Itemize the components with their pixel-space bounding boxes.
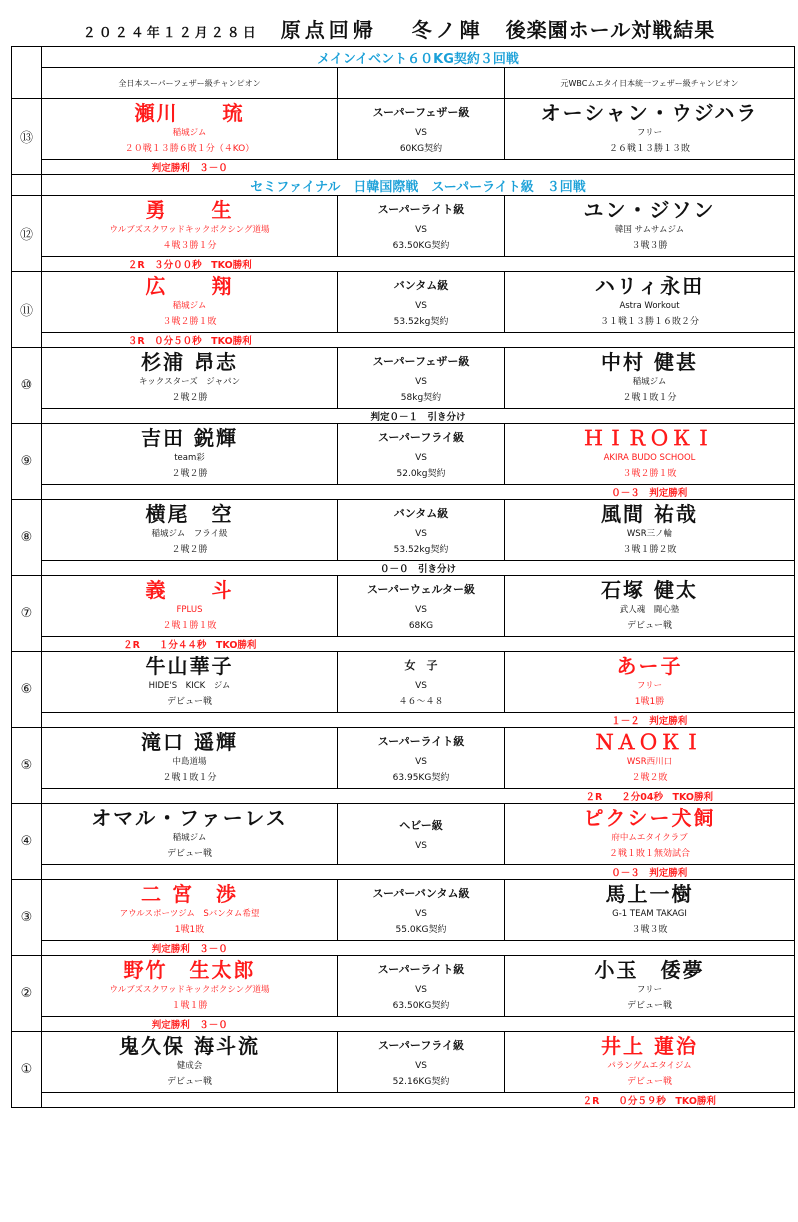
bout-result: １－２ 判定勝利 [611, 716, 688, 727]
fighter-record: ３１戦１３勝１６敗２分 [600, 317, 700, 327]
vs-label: VS [415, 529, 427, 539]
fighter-gym: Astra Workout [619, 301, 680, 311]
fighter-gym: 稲城ジム [172, 301, 207, 311]
weight-class-cell [338, 424, 505, 485]
bout-row [12, 880, 795, 941]
result-row [12, 160, 795, 175]
result-row [12, 1093, 795, 1108]
bout-result: ２R ２分04秒 TKO勝利 [585, 792, 714, 803]
weight-class: 女 子 [404, 659, 438, 672]
weight-class-cell [338, 804, 505, 865]
fighter-record: デビュー戦 [166, 697, 212, 707]
contract-weight: 53.52kg契約 [393, 317, 449, 327]
vs-label: VS [415, 681, 427, 691]
result-row [12, 941, 795, 956]
blue-result-cell [505, 713, 795, 728]
blue-result-cell [505, 789, 795, 804]
fighter-gym: アウルスポーツジム Sバンタム希望 [119, 909, 260, 919]
contract-weight: 52.0kg契約 [396, 469, 446, 479]
weight-class: スーパーバンタム級 [372, 887, 470, 900]
blue-result-cell [505, 865, 795, 880]
bout-number: ⑧ [12, 500, 42, 576]
bout-row [12, 956, 795, 1017]
red-corner-fighter [42, 652, 338, 713]
fighter-gym: WSR西川口 [626, 757, 673, 767]
red-result-cell [42, 1093, 338, 1108]
bout-row [12, 348, 795, 409]
vs-label: VS [415, 757, 427, 767]
blue-corner-fighter [505, 652, 795, 713]
red-corner-fighter [42, 576, 338, 637]
blue-corner-fighter [505, 348, 795, 409]
vs-label: VS [415, 128, 427, 138]
fighter-record: ４戦３勝１分 [162, 241, 217, 251]
blue-result-cell [505, 941, 795, 956]
fighter-name: 横尾 空 [145, 502, 234, 526]
fighter-gym: team彩 [174, 453, 205, 463]
fighter-name: 石塚 健太 [601, 578, 698, 602]
fighter-name: ＮＡＯＫＩ [594, 730, 705, 754]
weight-class: スーパーウェルター級 [366, 583, 476, 596]
bout-result: ０－０ 引き分け [380, 564, 457, 575]
fighter-record: ２戦２勝 [171, 545, 208, 555]
bout-result: 判定勝利 ３－０ [151, 944, 228, 955]
title-spacer [12, 68, 42, 99]
bout-row [12, 728, 795, 789]
fighter-name: 中村 健甚 [601, 350, 698, 374]
weight-class-cell [338, 272, 505, 333]
fighter-record: デビュー戦 [166, 849, 212, 859]
result-cell [42, 409, 795, 424]
weight-class-cell [338, 196, 505, 257]
weight-class: スーパーフェザー級 [372, 355, 470, 368]
bout-number: ⑨ [12, 424, 42, 500]
fighter-record: ２戦２勝 [171, 393, 208, 403]
weight-class-cell [338, 348, 505, 409]
result-row [12, 409, 795, 424]
bout-result: 判定勝利 ３－０ [151, 163, 228, 174]
fighter-name: 小玉 倭夢 [594, 958, 705, 982]
blue-corner-fighter [505, 99, 795, 160]
mid-result-cell [338, 257, 505, 272]
weight-class: スーパーライト級 [377, 963, 465, 976]
fighter-gym: FPLUS [176, 605, 203, 615]
weight-class-cell [338, 728, 505, 789]
blue-corner-fighter [505, 272, 795, 333]
bout-number: ② [12, 956, 42, 1032]
weight-class: スーパーフライ級 [377, 1039, 465, 1052]
result-row [12, 713, 795, 728]
fighter-name: オーシャン・ウジハラ [540, 101, 759, 125]
red-corner-fighter [42, 99, 338, 160]
fighter-record: 1戦1勝 [634, 697, 665, 707]
fighter-name: ハリィ永田 [594, 274, 705, 298]
fighter-gym: G-1 TEAM TAKAGI [612, 909, 687, 919]
result-row [12, 257, 795, 272]
fighter-record: ２０戦１３勝６敗１分（４KO） [124, 144, 255, 154]
mid-result-cell [338, 160, 505, 175]
result-cell [42, 561, 795, 576]
result-row [12, 485, 795, 500]
bout-row [12, 272, 795, 333]
bout-row [12, 99, 795, 160]
blue-result-cell [505, 1017, 795, 1032]
bout-row [12, 652, 795, 713]
fighter-gym: 稲城ジム [632, 377, 667, 387]
blue-result-cell [505, 1093, 795, 1108]
fighter-gym: 中島道場 [172, 757, 207, 767]
bout-number: ① [12, 1032, 42, 1108]
vs-label: VS [415, 909, 427, 919]
fighter-name: 義 斗 [145, 578, 234, 602]
fighter-record: デビュー戦 [627, 621, 673, 631]
fighter-name: 鬼久保 海斗流 [119, 1034, 260, 1058]
mid-result-cell [338, 1093, 505, 1108]
contract-weight: 60KG契約 [399, 144, 443, 154]
fighter-gym: パラングムエタイジム [607, 1061, 692, 1071]
result-row [12, 1017, 795, 1032]
weight-class: ヘビー級 [399, 818, 443, 832]
bout-row [12, 804, 795, 865]
fighter-name: ＨＩＲＯＫＩ [583, 426, 716, 450]
red-corner-fighter [42, 880, 338, 941]
bout-number: ⑩ [12, 348, 42, 424]
bout-number: ⑫ [12, 196, 42, 272]
result-row [12, 865, 795, 880]
banner-spacer [12, 175, 42, 196]
weight-class-cell [338, 576, 505, 637]
fighter-gym: キックスターズ ジャパン [138, 377, 241, 387]
banner-spacer [12, 47, 42, 68]
contract-weight: 52.16KG契約 [392, 1077, 450, 1087]
red-corner-fighter [42, 272, 338, 333]
contract-weight: 63.95KG契約 [392, 773, 450, 783]
bout-number: ⑬ [12, 99, 42, 175]
bout-result: ３R ０分５０秒 TKO勝利 [127, 336, 252, 347]
red-result-cell [42, 333, 338, 348]
vs-label: VS [415, 301, 427, 311]
fighter-name: ユン・ジソン [583, 198, 716, 222]
blue-result-cell [505, 333, 795, 348]
fighter-gym: WSR三ノ輪 [626, 529, 673, 539]
bout-result: ０－３ 判定勝利 [611, 868, 688, 879]
fighter-gym: 稲城ジム [172, 833, 207, 843]
blue-result-cell [505, 257, 795, 272]
fighter-name: 瀬川 琉 [134, 101, 245, 125]
blue-corner-fighter [505, 576, 795, 637]
red-champion-title: 全日本スーパーフェザー級チャンピオン [42, 68, 338, 99]
contract-weight: 63.50KG契約 [392, 241, 450, 251]
fighter-name: 二 宮 渉 [141, 882, 238, 906]
red-corner-fighter [42, 1032, 338, 1093]
semi-final-banner-row [12, 175, 795, 196]
fighter-record: ２戦２敗 [631, 773, 668, 783]
vs-label: VS [415, 453, 427, 463]
fighter-name: 杉浦 昂志 [141, 350, 238, 374]
red-corner-fighter [42, 956, 338, 1017]
blue-corner-fighter [505, 956, 795, 1017]
bout-result: ２R １分４４秒 TKO勝利 [123, 640, 257, 651]
contract-weight: 58kg契約 [400, 393, 442, 403]
fighter-gym: HIDE'S KICK ジム [148, 681, 231, 691]
mid-result-cell [338, 1017, 505, 1032]
blue-corner-fighter [505, 196, 795, 257]
red-result-cell [42, 713, 338, 728]
fighter-record: デビュー戦 [166, 1077, 212, 1087]
fighter-record: ２６戦１３勝１３敗 [609, 144, 691, 154]
weight-class: スーパーライト級 [377, 203, 465, 216]
red-result-cell [42, 257, 338, 272]
fighter-name: 風間 祐哉 [601, 502, 698, 526]
fighter-gym: フリー [636, 681, 663, 691]
fighter-gym: ウルブズスクワッドキックボクシング道場 [109, 985, 270, 995]
fighter-record: 1戦1敗 [174, 925, 205, 935]
results-body [12, 47, 795, 1108]
bout-result: 判定勝利 ３－０ [151, 1020, 228, 1031]
fighter-gym: 稲城ジム [172, 128, 207, 138]
result-row [12, 333, 795, 348]
contract-weight: 63.50KG契約 [392, 1001, 450, 1011]
fighter-name: 広 翔 [145, 274, 234, 298]
blue-corner-fighter [505, 728, 795, 789]
bout-row [12, 1032, 795, 1093]
weight-class: バンタム級 [393, 507, 449, 520]
contract-weight: 53.52kg契約 [393, 545, 449, 555]
bout-number: ⑪ [12, 272, 42, 348]
mid-result-cell [338, 789, 505, 804]
fighter-record: ３戦３勝 [631, 241, 668, 251]
weight-class-cell [338, 500, 505, 561]
weight-class: スーパーフェザー級 [372, 106, 470, 119]
weight-class: スーパーフライ級 [377, 431, 465, 444]
weight-class-cell [338, 652, 505, 713]
red-corner-fighter [42, 728, 338, 789]
red-corner-fighter [42, 500, 338, 561]
bout-number: ⑤ [12, 728, 42, 804]
red-result-cell [42, 1017, 338, 1032]
main-event-banner: メインイベント６０KG契約３回戦 [42, 47, 795, 68]
blue-corner-fighter [505, 804, 795, 865]
fighter-record: ３戦２勝１敗 [622, 469, 677, 479]
vs-label: VS [415, 225, 427, 235]
bout-result: ２R ０分５９秒 TKO勝利 [582, 1096, 716, 1107]
mid-result-cell [338, 865, 505, 880]
red-corner-fighter [42, 804, 338, 865]
blue-result-cell [505, 637, 795, 652]
event-date: ２０２４年１２月２８日 [82, 26, 259, 41]
fighter-name: あー子 [616, 654, 683, 678]
fighter-record: ２戦１勝１敗 [162, 621, 217, 631]
fighter-gym: 稲城ジム フライ級 [151, 529, 228, 539]
fighter-gym: AKIRA BUDO SCHOOL [603, 453, 696, 463]
contract-weight: ４６～４８ [398, 697, 444, 707]
fighter-record: ２戦１敗１無効試合 [609, 849, 691, 859]
fighter-record: ３戦２勝１敗 [162, 317, 217, 327]
vs-label: VS [415, 605, 427, 615]
mid-result-cell [338, 333, 505, 348]
mid-result-cell [338, 485, 505, 500]
red-result-cell [42, 865, 338, 880]
red-corner-fighter [42, 196, 338, 257]
red-result-cell [42, 789, 338, 804]
bout-result: ０－３ 判定勝利 [611, 488, 688, 499]
fighter-record: ２戦２勝 [171, 469, 208, 479]
results-table [11, 46, 795, 1108]
bout-row [12, 500, 795, 561]
page-title [0, 14, 798, 43]
blue-corner-fighter [505, 880, 795, 941]
vs-label: VS [415, 1061, 427, 1071]
fighter-gym: 武人魂 闘心塾 [619, 605, 680, 615]
fighter-record: デビュー戦 [627, 1077, 673, 1087]
bout-number: ⑥ [12, 652, 42, 728]
bout-row [12, 576, 795, 637]
bout-number: ③ [12, 880, 42, 956]
vs-label: VS [415, 840, 427, 851]
blue-result-cell [505, 485, 795, 500]
venue-title: 後楽園ホール対戦結果 [505, 18, 716, 42]
red-result-cell [42, 941, 338, 956]
fighter-gym: 韓国 サムサムジム [614, 225, 685, 235]
fighter-name: 牛山華子 [145, 654, 234, 678]
fighter-gym: 健成会 [176, 1061, 203, 1071]
fighter-name: 滝口 遥輝 [141, 730, 238, 754]
blue-result-cell [505, 160, 795, 175]
mid-result-cell [338, 637, 505, 652]
bout-row [12, 196, 795, 257]
semi-final-banner: セミファイナル 日韓国際戦 スーパーライト級 ３回戦 [42, 175, 795, 196]
blue-corner-fighter [505, 500, 795, 561]
vs-label: VS [415, 377, 427, 387]
blue-corner-fighter [505, 1032, 795, 1093]
bout-number: ④ [12, 804, 42, 880]
weight-class: スーパーライト級 [377, 735, 465, 748]
bout-result: ２R ３分００秒 TKO勝利 [127, 260, 252, 271]
fighter-name: 馬上一樹 [605, 882, 694, 906]
blue-corner-fighter [505, 424, 795, 485]
red-result-cell [42, 637, 338, 652]
weight-class-cell [338, 1032, 505, 1093]
fighter-gym: 府中ムエタイクラブ [611, 833, 688, 843]
fighter-name: 野竹 生太郎 [123, 958, 256, 982]
bout-row [12, 424, 795, 485]
fighter-record: ３戦１勝２敗 [622, 545, 677, 555]
fighter-name: 吉田 鋭輝 [141, 426, 238, 450]
blue-champion-title: 元WBCムエタイ日本統一フェザー級チャンピオン [505, 68, 795, 99]
main-event-banner-row [12, 47, 795, 68]
weight-class-cell [338, 99, 505, 160]
bout-number: ⑦ [12, 576, 42, 652]
fighter-name: 勇 生 [145, 198, 234, 222]
bout-result: 判定０－１ 引き分け [370, 412, 466, 423]
mid-spacer [338, 68, 505, 99]
weight-class: バンタム級 [393, 279, 449, 292]
mid-result-cell [338, 941, 505, 956]
vs-label: VS [415, 985, 427, 995]
contract-weight: 68KG [408, 621, 434, 631]
fighter-record: １戦１勝 [171, 1001, 208, 1011]
weight-class-cell [338, 880, 505, 941]
fighter-record: ２戦１敗１分 [622, 393, 677, 403]
red-result-cell [42, 485, 338, 500]
red-corner-fighter [42, 424, 338, 485]
fighter-record: デビュー戦 [627, 1001, 673, 1011]
fighter-gym: フリー [636, 128, 663, 138]
contract-weight: 55.0KG契約 [395, 925, 447, 935]
result-row [12, 561, 795, 576]
fighter-gym: フリー [636, 985, 663, 995]
fighter-name: 井上 蓮治 [601, 1034, 698, 1058]
result-row [12, 789, 795, 804]
fighter-record: ２戦１敗１分 [162, 773, 217, 783]
championship-title-row [12, 68, 795, 99]
fighter-name: オマル・ファーレス [91, 806, 288, 830]
mid-result-cell [338, 713, 505, 728]
red-result-cell [42, 160, 338, 175]
fighter-gym: ウルブズスクワッドキックボクシング道場 [109, 225, 270, 235]
weight-class-cell [338, 956, 505, 1017]
event-name: 原点回帰 冬ノ陣 [280, 18, 484, 42]
result-row [12, 637, 795, 652]
fighter-record: ３戦３敗 [631, 925, 668, 935]
fighter-name: ピクシー犬飼 [583, 806, 716, 830]
red-corner-fighter [42, 348, 338, 409]
